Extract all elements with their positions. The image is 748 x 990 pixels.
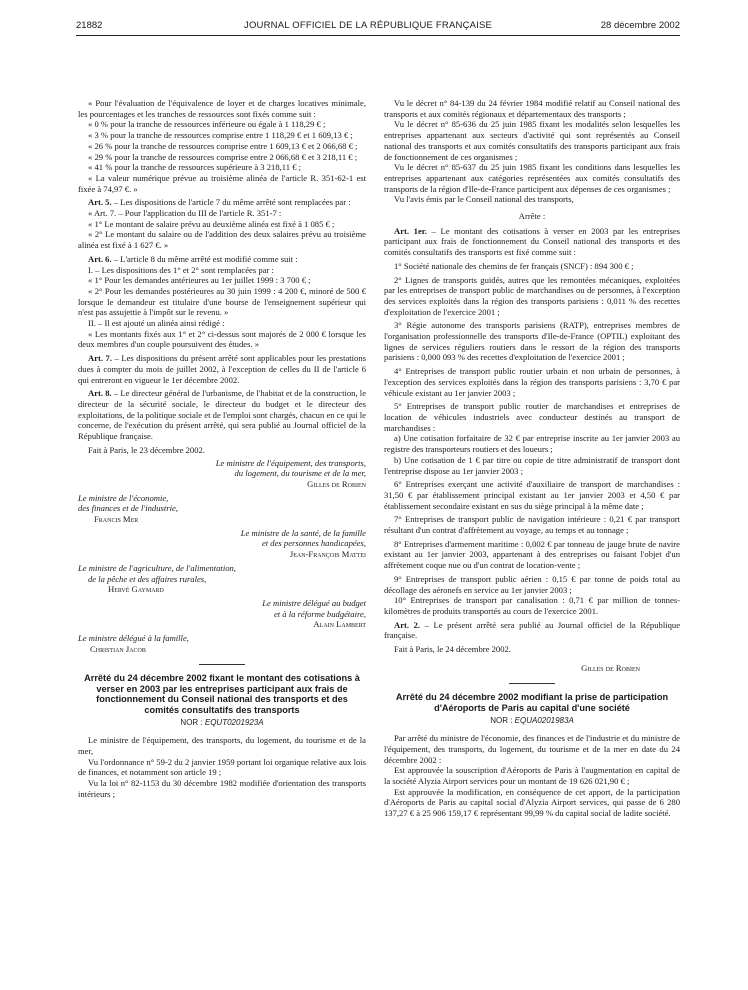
- paragraph: Vu le décret n° 84-139 du 24 février 1984 modifié relatif au Conseil national des transports et aux comités régionaux et départementaux des transports ;: [384, 98, 680, 119]
- article-1: [384, 226, 680, 258]
- article-label: Art. 7.: [88, 353, 112, 364]
- signatory-name: Christian Jacob: [90, 643, 146, 654]
- paragraph: « 0 % pour la tranche de ressources inférieure ou égale à 1 118,29 € ;: [88, 119, 326, 130]
- list-item: 1° Société nationale des chemins de fer français (SNCF) : 894 300 € ;: [394, 260, 634, 271]
- nor-label: NOR :: [180, 718, 205, 728]
- article-label: Art. 2.: [394, 619, 421, 630]
- signatory-name: Gilles de Robien: [581, 662, 640, 673]
- paragraph: « Art. 7. – Pour l'application du III de l'article R. 351-7 :: [88, 208, 282, 219]
- list-item: 9° Entreprises de transport public aérien : 0,15 € par tonne de poids total au décollage des aéronefs en service au 1er janvier 2003 ;: [384, 573, 680, 595]
- signatory-name: Jean-François Mattei: [289, 549, 366, 560]
- article-text: – Les dispositions du présent arrêté sont applicables pour les prestations dues à compter du mois de juillet 2002, à l'exception de celles du II de l'article 6 qui entreront en vigueur le 1er décembre 2002.: [78, 353, 366, 385]
- list-item: 3° Régie autonome des transports parisiens (RATP), entreprises membres de l'organisation professionnelle des transports d'Ile-de-France (OPTIL) exploitant des lignes de services réguliers routiers dans le ressort de la région des transports parisiens : 0,000 093 % des recettes d'exploitation de l'exercice 2001 ;: [384, 320, 680, 363]
- signature-block: [78, 528, 366, 560]
- article-text: – Les dispositions de l'article 7 du même arrêté sont remplacées par :: [111, 197, 351, 208]
- article-text: – Le présent arrêté sera publié au Journal officiel de la République française.: [384, 619, 681, 641]
- paragraph: Vu la loi n° 82-1153 du 30 décembre 1982 modifiée d'orientation des transports intérieurs ;: [78, 777, 366, 799]
- list-item: a) Une cotisation forfaitaire de 32 € par entreprise inscrite au 1er janvier 2003 au registre des transporteurs routiers et des loueurs ;: [384, 433, 680, 455]
- nor-reference: [78, 718, 366, 729]
- signature-block: [78, 563, 366, 595]
- arrete-heading: Arrête :: [518, 211, 546, 222]
- signatory-title: Le ministre de l'équipement, des transports,: [215, 457, 366, 468]
- nor-code: EQUT0201923A: [204, 718, 264, 728]
- paragraph: Vu le décret n° 85-636 du 25 juin 1985 fixant les modalités selon lesquelles les entreprises appartenant aux secteurs d'activité qui sont représentés au Conseil national des transports et aux comités consultatifs des transports participant aux frais de fonctionnement de ces organismes ;: [384, 119, 680, 162]
- paragraph: « Pour l'évaluation de l'équivalence de loyer et de charges locatives minimale, les pourcentages et les tranches de ressources sont fixés comme suit :: [78, 98, 366, 119]
- section-divider: [199, 664, 245, 665]
- paragraph: Vu l'ordonnance n° 59-2 du 2 janvier 1959 portant loi organique relative aux lois de finances, et notamment son article 19 ;: [78, 756, 366, 778]
- nor-code: EQUA0201983A: [514, 716, 574, 726]
- article-label: Art. 8.: [88, 388, 112, 399]
- paragraph: « Les montants fixés aux 1° et 2° ci-dessus sont majorés de 2 000 € lorsque les deux membres d'un couple poursuivent des études. »: [78, 328, 366, 350]
- nor-reference: [384, 716, 680, 727]
- paragraph: II. – Il est ajouté un alinéa ainsi rédigé :: [88, 318, 225, 329]
- paragraph: Le ministre de l'équipement, des transports, du logement, du tourisme et de la mer,: [78, 735, 366, 756]
- nor-label: NOR :: [490, 716, 515, 726]
- signature-block: [78, 598, 366, 630]
- right-column: [384, 98, 680, 819]
- list-item: 2° Lignes de transports guidés, autres que les remontées mécaniques, exploitées par les entreprises de transport public de marchandises ou de personnes, à l'exception des services exploités dans la région des transports parisiens : 0,011 % des recettes d'exploitation de l'exercice 2001 ;: [384, 274, 680, 317]
- left-column: [78, 98, 366, 799]
- article-5: [78, 197, 366, 208]
- paragraph: Vu le décret n° 85-637 du 25 juin 1985 fixant les conditions dans lesquelles les entreprises appartenant aux catégories représentées aux comités consultatifs des transports de la région d'Ile-de-France participent aux dépenses de ces organismes ;: [384, 162, 680, 194]
- paragraph: I. – Les dispositions des 1° et 2° sont remplacées par :: [88, 264, 274, 275]
- signatory-name: Hervé Gaymard: [108, 584, 164, 595]
- article-8: [78, 388, 366, 442]
- paragraph: « 29 % pour la tranche de ressources comprise entre 2 066,68 € et 3 218,11 € ;: [88, 151, 358, 162]
- signatory-title: Le ministre de l'économie,: [78, 492, 169, 503]
- list-item: b) Une cotisation de 1 € par titre ou copie de titre administratif de transport dont l'entreprise dispose au 1er janvier 2003 ;: [384, 454, 680, 476]
- paragraph: « 3 % pour la tranche de ressources comprise entre 1 118,29 € et 1 609,13 € ;: [88, 130, 353, 141]
- decree-title: Arrêté du 24 décembre 2002 modifiant la prise de participation d'Aéroports de Paris au capital d'une société: [395, 692, 669, 713]
- signatory-title: du logement, du tourisme et de la mer,: [234, 468, 366, 479]
- section-divider: [509, 683, 555, 684]
- page-number: 21882: [76, 20, 103, 31]
- signatory-title: Le ministre de la santé, de la famille: [240, 527, 366, 538]
- signatory-title: des finances et de l'industrie,: [78, 503, 178, 514]
- paragraph: Est approuvée la modification, en conséquence de cet apport, de la participation d'Aéroports de Paris au capital social d'Alyzia Airport services, qui passe de 6 280 137,27 € à 25 906 159,17 € représentant 99,99 % du capital social de ladite société.: [384, 786, 680, 819]
- paragraph: « 26 % pour la tranche de ressources comprise entre 1 609,13 € et 2 066,68 € ;: [88, 140, 358, 151]
- article-label: Art. 5.: [88, 197, 112, 208]
- issue-date: 28 décembre 2002: [600, 20, 680, 31]
- journal-title: JOURNAL OFFICIEL DE LA RÉPUBLIQUE FRANÇAISE: [244, 20, 493, 31]
- article-text: – Le montant des cotisations à verser en 2003 par les entreprises participant aux frais de fonctionnement du Conseil national des transports et des comités consultatifs des transports est fixé comme suit :: [384, 225, 680, 258]
- signatory-title: Le ministre délégué à la famille,: [78, 633, 189, 644]
- signatory-title: et à la réforme budgétaire,: [273, 608, 366, 619]
- paragraph: « 41 % pour la tranche de ressources supérieure à 3 218,11 € ;: [88, 162, 302, 173]
- article-label: Art. 1er.: [394, 225, 427, 236]
- signature-block: [78, 458, 366, 490]
- paragraph: Vu l'avis émis par le Conseil national des transports,: [394, 194, 574, 205]
- list-item: 5° Entreprises de transport public routier de marchandises et entreprises de location de véhicules industriels avec conducteur destinés au transport de marchandises :: [384, 401, 680, 433]
- list-item: 10° Entreprises de transport par canalisation : 0,71 € par million de tonnes-kilomètres de produits transportés au cours de l'exercice 2001.: [384, 595, 680, 616]
- list-item: 6° Entreprises exerçant une activité d'auxiliaire de transport de marchandises : 31,50 € par établissement principal existant au 1er janvier 2003 et 4,50 € par établissement secondaire existant en sus du siège principal à la même date ;: [384, 479, 680, 511]
- signatory-name: Alain Lambert: [313, 619, 366, 630]
- paragraph: « 1° Le montant de salaire prévu au deuxième alinéa est fixé à 1 085 € ;: [88, 218, 335, 229]
- signatory-title: de la pêche et des affaires rurales,: [88, 573, 207, 584]
- signature-date: Fait à Paris, le 23 décembre 2002.: [88, 444, 205, 455]
- article-2: [384, 620, 680, 641]
- article-text: – L'article 8 du même arrêté est modifié comme suit :: [111, 253, 298, 264]
- article-6: [78, 254, 366, 265]
- paragraph: « 2° Le montant du salaire ou de l'addition des deux salaires prévu au troisième alinéa est fixé à 1 627 €. »: [78, 229, 366, 251]
- paragraph: « 1° Pour les demandes antérieures au 1er juillet 1999 : 3 700 € ;: [88, 275, 311, 286]
- list-item: 7° Entreprises de transport public de navigation intérieure : 0,21 € par transport résultant d'un contrat d'affrètement au voyage, au temps et au tonnage ;: [384, 514, 680, 536]
- list-item: 4° Entreprises de transport public routier urbain et non urbain de personnes, à l'exception des services exploités dans la région des transports parisiens : 3,70 € par véhicule existant au 1er janvier 2003 ;: [384, 366, 680, 398]
- signatory-title: Le ministre délégué au budget: [262, 597, 366, 608]
- signature-block: [78, 633, 366, 654]
- article-label: Art. 6.: [88, 253, 112, 264]
- signature-block: [78, 493, 366, 525]
- header-rule: [76, 35, 680, 36]
- paragraph: Par arrêté du ministre de l'économie, des finances et de l'industrie et du ministre de l'équipement, des transports, du logement, du tourisme et de la mer en date du 24 décembre 2002 :: [384, 733, 680, 765]
- decree-title: Arrêté du 24 décembre 2002 fixant le montant des cotisations à verser en 2003 par les entreprises participant aux frais de fonctionnement du Conseil national des transports et des comités consultatifs des transports: [84, 673, 360, 715]
- signature-date: Fait à Paris, le 24 décembre 2002.: [394, 644, 511, 655]
- signatory-name: Gilles de Robien: [307, 478, 366, 489]
- paragraph: Est approuvée la souscription d'Aéroports de Paris à l'augmentation en capital de la société Alyzia Airport services pour un montant de 19 626 021,90 € ;: [384, 765, 680, 786]
- list-item: 8° Entreprises d'armement maritime : 0,002 € par tonneau de jauge brute de navire existant au 1er janvier 2003, appartenant à des entreprises ou faisant l'objet d'un affrètement coque nue ou d'un contrat de location-vente ;: [384, 538, 680, 571]
- paragraph: « La valeur numérique prévue au troisième alinéa de l'article R. 351-62-1 est fixée à 74,97 €. »: [78, 172, 366, 194]
- article-text: – Le directeur général de l'urbanisme, de l'habitat et de la construction, le directeur de la sécurité sociale, le directeur du budget et le directeur des exploitations, de la politique sociale et de l'emploi sont chargés, chacun en ce qui le concerne, de l'exécution du présent arrêté, qui sera publié au Journal officiel de la République française.: [78, 388, 367, 442]
- signatory-title: et des personnes handicapées,: [261, 538, 366, 549]
- signatory-name: Francis Mer: [94, 514, 139, 525]
- paragraph: « 2° Pour les demandes postérieures au 30 juin 1999 : 4 200 €, minoré de 500 € lorsque le demandeur est titulaire d'une bourse de l'enseignement supérieur qui n'est pas assujettie à l'impôt sur le revenu. »: [78, 285, 366, 318]
- article-7: [78, 353, 366, 385]
- signatory-title: Le ministre de l'agriculture, de l'alimentation,: [78, 562, 236, 573]
